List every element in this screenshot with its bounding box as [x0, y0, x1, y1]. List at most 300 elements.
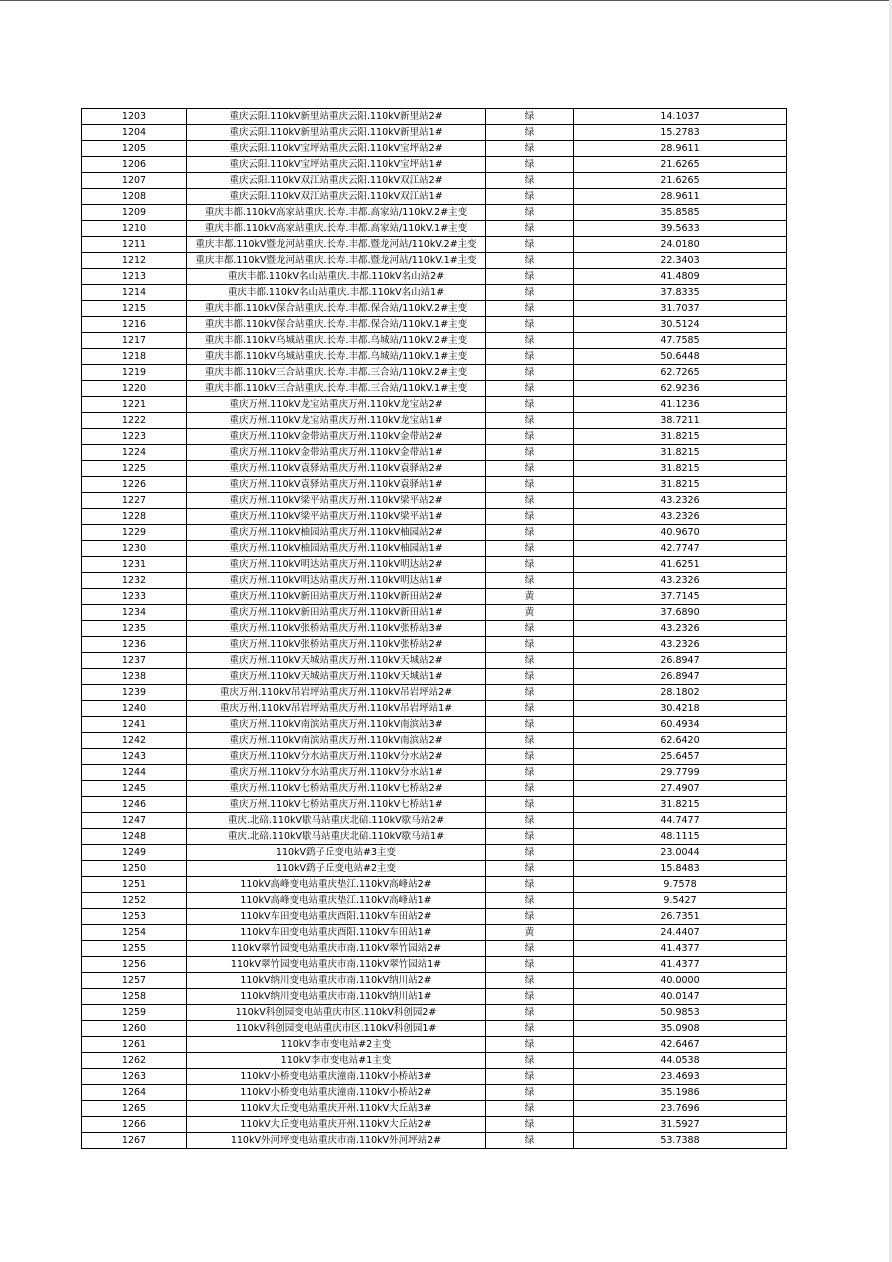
row-id-cell: 1242 — [82, 733, 187, 749]
row-name-cell: 110kV纳川变电站重庆市南.110kV纳川站1# — [187, 989, 486, 1005]
row-name-cell: 110kV李市变电站#1主变 — [187, 1053, 486, 1069]
row-color-cell: 绿 — [486, 429, 574, 445]
table-row — [82, 1037, 787, 1053]
row-color-cell: 绿 — [486, 637, 574, 653]
table-row — [82, 557, 787, 573]
row-id-cell: 1204 — [82, 125, 187, 141]
row-id-cell: 1237 — [82, 653, 187, 669]
row-name-cell: 重庆万州.110kV金带站重庆万州.110kV金带站2# — [187, 429, 486, 445]
table-row — [82, 701, 787, 717]
row-color-cell: 绿 — [486, 509, 574, 525]
table-row — [82, 285, 787, 301]
table-row — [82, 349, 787, 365]
row-name-cell: 重庆丰都.110kV高家站重庆.长寿.丰都.高家站/110kV.1#主变 — [187, 221, 486, 237]
row-id-cell: 1253 — [82, 909, 187, 925]
row-id-cell: 1245 — [82, 781, 187, 797]
row-id-cell: 1249 — [82, 845, 187, 861]
row-id-cell: 1267 — [82, 1133, 187, 1149]
row-name-cell: 重庆丰都.110kV高家站重庆.长寿.丰都.高家站/110kV.2#主变 — [187, 205, 486, 221]
row-value-cell: 15.8483 — [574, 861, 787, 877]
row-color-cell: 绿 — [486, 813, 574, 829]
row-id-cell: 1265 — [82, 1101, 187, 1117]
row-value-cell: 43.2326 — [574, 573, 787, 589]
table-row — [82, 525, 787, 541]
table-row — [82, 781, 787, 797]
row-color-cell: 绿 — [486, 397, 574, 413]
row-value-cell: 23.7696 — [574, 1101, 787, 1117]
row-id-cell: 1246 — [82, 797, 187, 813]
row-name-cell: 重庆万州.110kV南滨站重庆万州.110kV南滨站2# — [187, 733, 486, 749]
row-color-cell: 绿 — [486, 717, 574, 733]
table-row — [82, 1005, 787, 1021]
row-name-cell: 110kV翠竹园变电站重庆市南.110kV翠竹园站1# — [187, 957, 486, 973]
row-color-cell: 绿 — [486, 701, 574, 717]
row-color-cell: 绿 — [486, 781, 574, 797]
row-value-cell: 28.9611 — [574, 141, 787, 157]
table-row — [82, 605, 787, 621]
row-id-cell: 1220 — [82, 381, 187, 397]
row-id-cell: 1212 — [82, 253, 187, 269]
row-color-cell: 绿 — [486, 269, 574, 285]
row-value-cell: 62.9236 — [574, 381, 787, 397]
row-color-cell: 绿 — [486, 493, 574, 509]
table-row — [82, 909, 787, 925]
row-color-cell: 绿 — [486, 957, 574, 973]
row-name-cell: 重庆.北碚.110kV歇马站重庆北碚.110kV歇马站2# — [187, 813, 486, 829]
table-row — [82, 669, 787, 685]
table-row — [82, 589, 787, 605]
row-color-cell: 绿 — [486, 1053, 574, 1069]
row-name-cell: 重庆万州.110kV七桥站重庆万州.110kV七桥站1# — [187, 797, 486, 813]
row-value-cell: 40.0000 — [574, 973, 787, 989]
table-row — [82, 301, 787, 317]
row-id-cell: 1254 — [82, 925, 187, 941]
table-row — [82, 749, 787, 765]
row-name-cell: 重庆万州.110kV梁平站重庆万州.110kV梁平站2# — [187, 493, 486, 509]
row-name-cell: 110kV车田变电站重庆酉阳.110kV车田站1# — [187, 925, 486, 941]
row-name-cell: 重庆万州.110kV梁平站重庆万州.110kV梁平站1# — [187, 509, 486, 525]
row-id-cell: 1207 — [82, 173, 187, 189]
row-id-cell: 1248 — [82, 829, 187, 845]
row-id-cell: 1218 — [82, 349, 187, 365]
row-id-cell: 1215 — [82, 301, 187, 317]
row-value-cell: 37.8335 — [574, 285, 787, 301]
row-value-cell: 31.7037 — [574, 301, 787, 317]
row-name-cell: 重庆万州.110kV天城站重庆万州.110kV天城站1# — [187, 669, 486, 685]
row-id-cell: 1239 — [82, 685, 187, 701]
row-id-cell: 1232 — [82, 573, 187, 589]
row-color-cell: 绿 — [486, 317, 574, 333]
row-id-cell: 1250 — [82, 861, 187, 877]
row-color-cell: 绿 — [486, 973, 574, 989]
row-color-cell: 绿 — [486, 365, 574, 381]
row-color-cell: 黄 — [486, 589, 574, 605]
row-color-cell: 绿 — [486, 333, 574, 349]
row-color-cell: 绿 — [486, 1069, 574, 1085]
table-row — [82, 1117, 787, 1133]
row-color-cell: 绿 — [486, 941, 574, 957]
table-row — [82, 893, 787, 909]
row-color-cell: 绿 — [486, 189, 574, 205]
row-name-cell: 重庆丰都.110kV乌城站重庆.长寿.丰都.乌城站/110kV.1#主变 — [187, 349, 486, 365]
row-id-cell: 1264 — [82, 1085, 187, 1101]
row-name-cell: 重庆丰都.110kV三合站重庆.长寿.丰都.三合站/110kV.2#主变 — [187, 365, 486, 381]
row-color-cell: 绿 — [486, 1037, 574, 1053]
row-id-cell: 1235 — [82, 621, 187, 637]
row-name-cell: 重庆万州.110kV龙宝站重庆万州.110kV龙宝站2# — [187, 397, 486, 413]
row-value-cell: 26.8947 — [574, 653, 787, 669]
row-name-cell: 110kV科创园变电站重庆市区.110kV科创园2# — [187, 1005, 486, 1021]
row-id-cell: 1219 — [82, 365, 187, 381]
row-value-cell: 31.8215 — [574, 477, 787, 493]
row-value-cell: 9.7578 — [574, 877, 787, 893]
row-id-cell: 1261 — [82, 1037, 187, 1053]
row-name-cell: 110kV鹞子丘变电站#3主变 — [187, 845, 486, 861]
row-color-cell: 绿 — [486, 1117, 574, 1133]
row-name-cell: 重庆万州.110kV袁驿站重庆万州.110kV袁驿站2# — [187, 461, 486, 477]
row-color-cell: 绿 — [486, 989, 574, 1005]
row-id-cell: 1241 — [82, 717, 187, 733]
table-row — [82, 109, 787, 125]
row-value-cell: 37.6890 — [574, 605, 787, 621]
row-color-cell: 绿 — [486, 413, 574, 429]
row-name-cell: 110kV小桥变电站重庆潼南.110kV小桥站3# — [187, 1069, 486, 1085]
row-id-cell: 1205 — [82, 141, 187, 157]
table-row — [82, 317, 787, 333]
table-row — [82, 685, 787, 701]
row-value-cell: 43.2326 — [574, 509, 787, 525]
row-id-cell: 1266 — [82, 1117, 187, 1133]
row-value-cell: 30.4218 — [574, 701, 787, 717]
row-name-cell: 重庆丰都.110kV名山站重庆.丰都.110kV名山站1# — [187, 285, 486, 301]
table-row — [82, 989, 787, 1005]
row-color-cell: 绿 — [486, 541, 574, 557]
row-value-cell: 26.7351 — [574, 909, 787, 925]
row-id-cell: 1247 — [82, 813, 187, 829]
table-row — [82, 1021, 787, 1037]
row-name-cell: 110kV纳川变电站重庆市南.110kV纳川站2# — [187, 973, 486, 989]
row-color-cell: 绿 — [486, 1101, 574, 1117]
table-row — [82, 637, 787, 653]
table-row — [82, 813, 787, 829]
row-name-cell: 重庆万州.110kV张桥站重庆万州.110kV张桥站3# — [187, 621, 486, 637]
row-color-cell: 绿 — [486, 237, 574, 253]
row-id-cell: 1203 — [82, 109, 187, 125]
row-name-cell: 重庆丰都.110kV暨龙河站重庆.长寿.丰都.暨龙河站/110kV.2#主变 — [187, 237, 486, 253]
table-row — [82, 925, 787, 941]
table-row — [82, 957, 787, 973]
table-row — [82, 541, 787, 557]
page-top-border — [0, 0, 892, 1]
row-name-cell: 重庆万州.110kV吊岩坪站重庆万州.110kV吊岩坪站2# — [187, 685, 486, 701]
row-value-cell: 38.7211 — [574, 413, 787, 429]
row-value-cell: 31.8215 — [574, 461, 787, 477]
row-value-cell: 39.5633 — [574, 221, 787, 237]
row-id-cell: 1256 — [82, 957, 187, 973]
row-id-cell: 1229 — [82, 525, 187, 541]
row-id-cell: 1260 — [82, 1021, 187, 1037]
row-color-cell: 绿 — [486, 109, 574, 125]
row-name-cell: 110kV车田变电站重庆酉阳.110kV车田站2# — [187, 909, 486, 925]
row-value-cell: 9.5427 — [574, 893, 787, 909]
table-row — [82, 973, 787, 989]
row-color-cell: 绿 — [486, 461, 574, 477]
row-value-cell: 28.9611 — [574, 189, 787, 205]
row-color-cell: 绿 — [486, 877, 574, 893]
table-row — [82, 717, 787, 733]
row-name-cell: 重庆万州.110kV柚园站重庆万州.110kV柚园站1# — [187, 541, 486, 557]
row-color-cell: 绿 — [486, 829, 574, 845]
row-id-cell: 1238 — [82, 669, 187, 685]
row-value-cell: 31.8215 — [574, 797, 787, 813]
row-color-cell: 绿 — [486, 573, 574, 589]
row-id-cell: 1255 — [82, 941, 187, 957]
row-value-cell: 41.4377 — [574, 957, 787, 973]
row-name-cell: 重庆万州.110kV新田站重庆万州.110kV新田站1# — [187, 605, 486, 621]
table-row — [82, 861, 787, 877]
row-name-cell: 110kV李市变电站#2主变 — [187, 1037, 486, 1053]
row-id-cell: 1230 — [82, 541, 187, 557]
row-name-cell: 重庆万州.110kV明达站重庆万州.110kV明达站2# — [187, 557, 486, 573]
row-name-cell: 110kV科创园变电站重庆市区.110kV科创园1# — [187, 1021, 486, 1037]
row-value-cell: 25.6457 — [574, 749, 787, 765]
row-name-cell: 110kV大丘变电站重庆开州.110kV大丘站3# — [187, 1101, 486, 1117]
row-value-cell: 43.2326 — [574, 621, 787, 637]
row-id-cell: 1262 — [82, 1053, 187, 1069]
row-value-cell: 23.0044 — [574, 845, 787, 861]
row-name-cell: 110kV高峰变电站重庆垫江.110kV高峰站1# — [187, 893, 486, 909]
table-row — [82, 941, 787, 957]
row-value-cell: 37.7145 — [574, 589, 787, 605]
row-color-cell: 绿 — [486, 157, 574, 173]
row-name-cell: 重庆云阳.110kV宝坪站重庆云阳.110kV宝坪站2# — [187, 141, 486, 157]
row-id-cell: 1222 — [82, 413, 187, 429]
table-row — [82, 509, 787, 525]
row-value-cell: 44.7477 — [574, 813, 787, 829]
row-name-cell: 重庆丰都.110kV乌城站重庆.长寿.丰都.乌城站/110kV.2#主变 — [187, 333, 486, 349]
row-value-cell: 47.7585 — [574, 333, 787, 349]
row-id-cell: 1263 — [82, 1069, 187, 1085]
row-value-cell: 30.5124 — [574, 317, 787, 333]
row-id-cell: 1231 — [82, 557, 187, 573]
row-id-cell: 1243 — [82, 749, 187, 765]
row-value-cell: 62.7265 — [574, 365, 787, 381]
table-row — [82, 573, 787, 589]
row-color-cell: 绿 — [486, 1005, 574, 1021]
row-value-cell: 15.2783 — [574, 125, 787, 141]
row-value-cell: 31.8215 — [574, 429, 787, 445]
row-name-cell: 110kV外河坪变电站重庆市南.110kV外河坪站2# — [187, 1133, 486, 1149]
row-id-cell: 1244 — [82, 765, 187, 781]
table-row — [82, 733, 787, 749]
row-value-cell: 35.0908 — [574, 1021, 787, 1037]
row-value-cell: 43.2326 — [574, 637, 787, 653]
row-name-cell: 重庆万州.110kV柚园站重庆万州.110kV柚园站2# — [187, 525, 486, 541]
table-row — [82, 381, 787, 397]
row-value-cell: 42.6467 — [574, 1037, 787, 1053]
row-name-cell: 110kV翠竹园变电站重庆市南.110kV翠竹园站2# — [187, 941, 486, 957]
row-color-cell: 绿 — [486, 285, 574, 301]
table-row — [82, 269, 787, 285]
row-name-cell: 110kV高峰变电站重庆垫江.110kV高峰站2# — [187, 877, 486, 893]
row-value-cell: 41.1236 — [574, 397, 787, 413]
row-name-cell: 重庆云阳.110kV双江站重庆云阳.110kV双江站1# — [187, 189, 486, 205]
row-color-cell: 绿 — [486, 685, 574, 701]
row-id-cell: 1225 — [82, 461, 187, 477]
row-value-cell: 50.9853 — [574, 1005, 787, 1021]
row-color-cell: 绿 — [486, 861, 574, 877]
table-row — [82, 461, 787, 477]
row-value-cell: 60.4934 — [574, 717, 787, 733]
row-name-cell: 重庆云阳.110kV双江站重庆云阳.110kV双江站2# — [187, 173, 486, 189]
row-id-cell: 1234 — [82, 605, 187, 621]
row-id-cell: 1224 — [82, 445, 187, 461]
row-color-cell: 绿 — [486, 125, 574, 141]
row-id-cell: 1208 — [82, 189, 187, 205]
row-color-cell: 绿 — [486, 349, 574, 365]
row-name-cell: 重庆万州.110kV吊岩坪站重庆万州.110kV吊岩坪站1# — [187, 701, 486, 717]
row-name-cell: 重庆万州.110kV天城站重庆万州.110kV天城站2# — [187, 653, 486, 669]
row-color-cell: 绿 — [486, 445, 574, 461]
row-color-cell: 黄 — [486, 925, 574, 941]
row-id-cell: 1213 — [82, 269, 187, 285]
row-name-cell: 重庆丰都.110kV名山站重庆.丰都.110kV名山站2# — [187, 269, 486, 285]
row-value-cell: 41.4809 — [574, 269, 787, 285]
row-name-cell: 重庆万州.110kV张桥站重庆万州.110kV张桥站2# — [187, 637, 486, 653]
row-id-cell: 1257 — [82, 973, 187, 989]
row-id-cell: 1226 — [82, 477, 187, 493]
table-row — [82, 397, 787, 413]
table-row — [82, 253, 787, 269]
row-name-cell: 重庆万州.110kV龙宝站重庆万州.110kV龙宝站1# — [187, 413, 486, 429]
table-row — [82, 621, 787, 637]
row-value-cell: 31.8215 — [574, 445, 787, 461]
table-row — [82, 1085, 787, 1101]
row-value-cell: 31.5927 — [574, 1117, 787, 1133]
row-name-cell: 重庆丰都.110kV暨龙河站重庆.长寿.丰都.暨龙河站/110kV.1#主变 — [187, 253, 486, 269]
row-name-cell: 重庆万州.110kV分水站重庆万州.110kV分水站2# — [187, 749, 486, 765]
row-value-cell: 42.7747 — [574, 541, 787, 557]
row-id-cell: 1209 — [82, 205, 187, 221]
row-color-cell: 绿 — [486, 669, 574, 685]
table-row — [82, 829, 787, 845]
row-value-cell: 35.1986 — [574, 1085, 787, 1101]
row-name-cell: 重庆万州.110kV袁驿站重庆万州.110kV袁驿站1# — [187, 477, 486, 493]
row-color-cell: 绿 — [486, 621, 574, 637]
row-id-cell: 1252 — [82, 893, 187, 909]
row-value-cell: 40.0147 — [574, 989, 787, 1005]
table-body — [82, 109, 787, 1149]
row-id-cell: 1240 — [82, 701, 187, 717]
table-row — [82, 221, 787, 237]
row-id-cell: 1211 — [82, 237, 187, 253]
row-color-cell: 绿 — [486, 797, 574, 813]
row-id-cell: 1206 — [82, 157, 187, 173]
row-id-cell: 1233 — [82, 589, 187, 605]
row-name-cell: 重庆万州.110kV分水站重庆万州.110kV分水站1# — [187, 765, 486, 781]
row-color-cell: 绿 — [486, 477, 574, 493]
row-value-cell: 40.9670 — [574, 525, 787, 541]
row-color-cell: 绿 — [486, 733, 574, 749]
row-value-cell: 41.4377 — [574, 941, 787, 957]
row-color-cell: 绿 — [486, 765, 574, 781]
row-color-cell: 绿 — [486, 205, 574, 221]
row-name-cell: 重庆丰都.110kV保合站重庆.长寿.丰都.保合站/110kV.2#主变 — [187, 301, 486, 317]
row-color-cell: 绿 — [486, 525, 574, 541]
table-row — [82, 1069, 787, 1085]
table-row — [82, 877, 787, 893]
row-name-cell: 重庆丰都.110kV三合站重庆.长寿.丰都.三合站/110kV.1#主变 — [187, 381, 486, 397]
table-row — [82, 205, 787, 221]
table-row — [82, 413, 787, 429]
row-id-cell: 1236 — [82, 637, 187, 653]
row-color-cell: 绿 — [486, 1133, 574, 1149]
row-value-cell: 23.4693 — [574, 1069, 787, 1085]
row-id-cell: 1216 — [82, 317, 187, 333]
data-table — [81, 108, 787, 1149]
row-color-cell: 绿 — [486, 909, 574, 925]
row-color-cell: 绿 — [486, 1021, 574, 1037]
row-value-cell: 48.1115 — [574, 829, 787, 845]
row-name-cell: 重庆万州.110kV新田站重庆万州.110kV新田站2# — [187, 589, 486, 605]
row-value-cell: 21.6265 — [574, 173, 787, 189]
row-value-cell: 28.1802 — [574, 685, 787, 701]
table-row — [82, 189, 787, 205]
row-color-cell: 绿 — [486, 893, 574, 909]
row-name-cell: 重庆丰都.110kV保合站重庆.长寿.丰都.保合站/110kV.1#主变 — [187, 317, 486, 333]
row-value-cell: 24.4407 — [574, 925, 787, 941]
table-row — [82, 765, 787, 781]
table-row — [82, 477, 787, 493]
row-id-cell: 1221 — [82, 397, 187, 413]
table-row — [82, 797, 787, 813]
table-row — [82, 125, 787, 141]
row-value-cell: 35.8585 — [574, 205, 787, 221]
row-name-cell: 重庆万州.110kV金带站重庆万州.110kV金带站1# — [187, 445, 486, 461]
row-value-cell: 43.2326 — [574, 493, 787, 509]
row-id-cell: 1223 — [82, 429, 187, 445]
row-value-cell: 24.0180 — [574, 237, 787, 253]
row-name-cell: 重庆云阳.110kV新里站重庆云阳.110kV新里站1# — [187, 125, 486, 141]
table-row — [82, 333, 787, 349]
row-value-cell: 14.1037 — [574, 109, 787, 125]
row-value-cell: 26.8947 — [574, 669, 787, 685]
row-id-cell: 1258 — [82, 989, 187, 1005]
row-color-cell: 绿 — [486, 301, 574, 317]
table-row — [82, 493, 787, 509]
table-row — [82, 845, 787, 861]
table-row — [82, 1101, 787, 1117]
row-value-cell: 53.7388 — [574, 1133, 787, 1149]
table-row — [82, 157, 787, 173]
row-color-cell: 绿 — [486, 653, 574, 669]
row-name-cell: 110kV大丘变电站重庆开州.110kV大丘站2# — [187, 1117, 486, 1133]
row-name-cell: 重庆.北碚.110kV歇马站重庆北碚.110kV歇马站1# — [187, 829, 486, 845]
row-id-cell: 1259 — [82, 1005, 187, 1021]
row-name-cell: 重庆云阳.110kV新里站重庆云阳.110kV新里站2# — [187, 109, 486, 125]
row-color-cell: 绿 — [486, 749, 574, 765]
table-row — [82, 365, 787, 381]
table-row — [82, 1053, 787, 1069]
table-row — [82, 237, 787, 253]
row-name-cell: 重庆万州.110kV明达站重庆万州.110kV明达站1# — [187, 573, 486, 589]
row-id-cell: 1217 — [82, 333, 187, 349]
row-id-cell: 1228 — [82, 509, 187, 525]
row-color-cell: 绿 — [486, 141, 574, 157]
table-row — [82, 141, 787, 157]
row-color-cell: 绿 — [486, 845, 574, 861]
row-value-cell: 27.4907 — [574, 781, 787, 797]
